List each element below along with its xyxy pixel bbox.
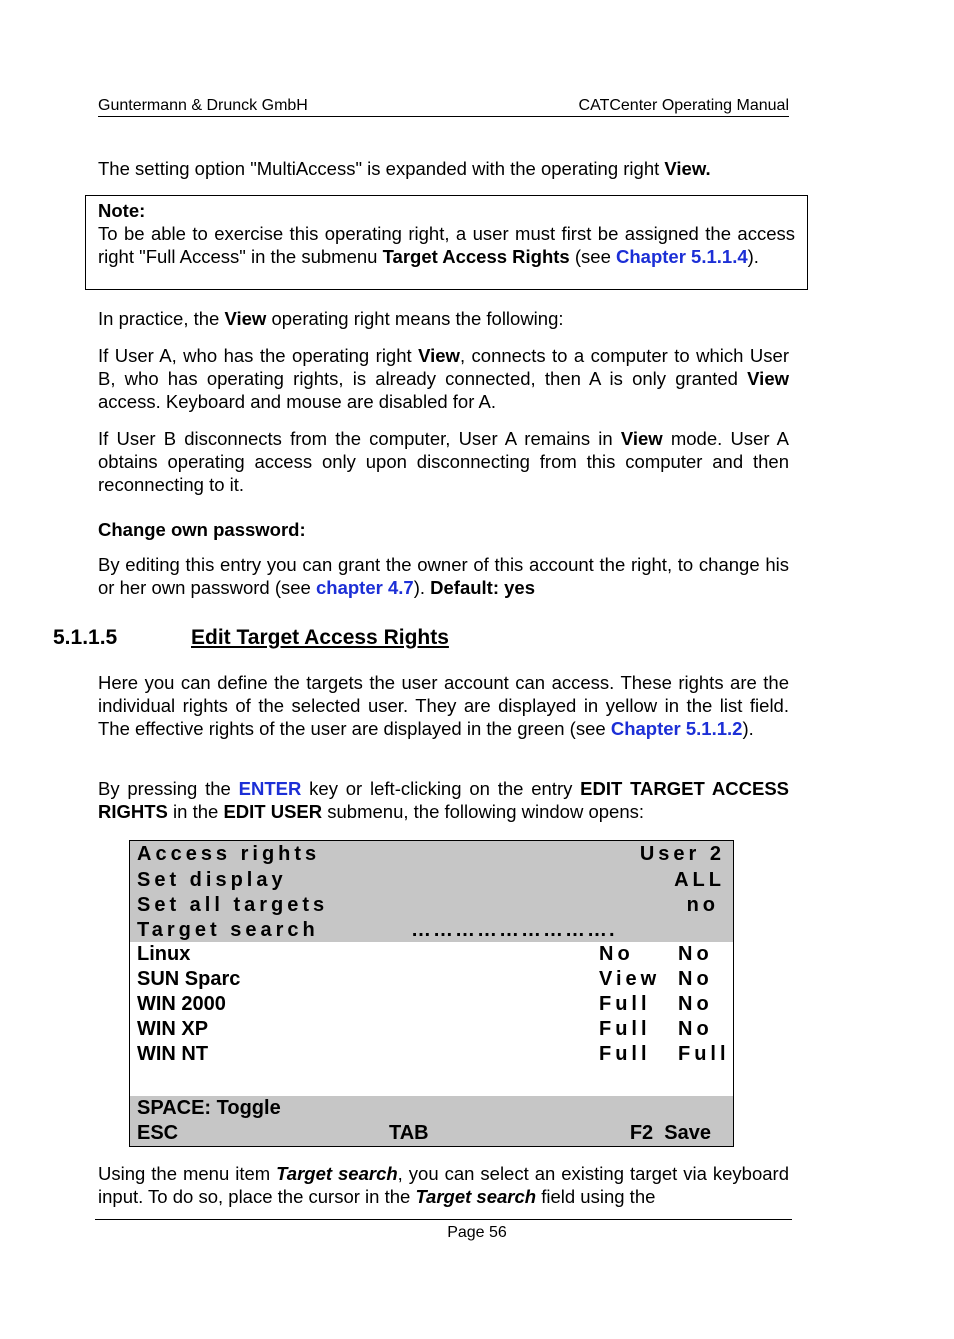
target-row-own-right[interactable]: Full <box>599 993 651 1015</box>
section-number: 5.1.1.5 <box>53 626 118 649</box>
paragraph-enter-key: By pressing the ENTER key or left-clicking on the entry EDIT TARGET ACCESS RIGHTS in the EDIT USER submenu, the following window opens: <box>98 778 789 822</box>
target-search-label: Target search <box>137 919 319 941</box>
paragraph-practice: In practice, the View operating right means the following: <box>98 308 564 329</box>
chapter-link[interactable]: Chapter 5.1.1.4 <box>616 246 748 267</box>
note-text: To be able to exercise this operating right, a user must first be assigned the access right "Full Access" in the submenu Target Access Rights (see Chapter 5.1.1.4). <box>98 223 795 267</box>
chapter-link[interactable]: Chapter 5.1.1.2 <box>610 718 743 739</box>
space-toggle-hint: SPACE: Toggle <box>137 1097 281 1119</box>
target-row-name[interactable]: WIN NT <box>137 1043 209 1065</box>
window-title: Access rights <box>137 843 321 865</box>
target-search-field[interactable]: ………………………. <box>411 919 617 941</box>
chapter-link[interactable]: chapter 4.7 <box>316 577 414 598</box>
target-row-effective-right: No <box>678 1018 713 1040</box>
header-company: Guntermann & Drunck GmbH <box>98 97 308 114</box>
change-password-paragraph: By editing this entry you can grant the owner of this account the right, to change his or her own password (see chapter 4.7). Default: yes <box>98 554 789 598</box>
target-row-effective-right: No <box>678 943 713 965</box>
target-row-own-right[interactable]: View <box>599 968 661 990</box>
note-box <box>85 195 808 290</box>
note-title: Note: <box>98 200 146 221</box>
paragraph-target-search: Using the menu item Target search, you can select an existing target via keyboard input. To do so, place the cursor in the Target search field using the <box>98 1163 789 1207</box>
window-user: User 2 <box>639 843 725 865</box>
target-row-name[interactable]: SUN Sparc <box>137 968 241 990</box>
tab-key-hint[interactable]: TAB <box>389 1122 429 1144</box>
target-row-name[interactable]: WIN 2000 <box>137 993 226 1015</box>
set-display-value[interactable]: ALL <box>674 869 725 891</box>
page-header <box>98 96 789 117</box>
esc-key-hint[interactable]: ESC <box>137 1122 179 1144</box>
target-row-name[interactable]: Linux <box>137 943 191 965</box>
paragraph-user-a: If User A, who has the operating right View, connects to a computer to which User B, who has operating rights, is already connected, then A is only granted View access. Keyboard and mouse are disabled for A. <box>98 345 789 412</box>
paragraph-user-b: If User B disconnects from the computer, User A remains in View mode. User A obtains operating access only upon disconnecting from this computer and then reconnecting to it. <box>98 428 790 495</box>
target-row-own-right[interactable]: Full <box>599 1043 651 1065</box>
target-row-effective-right: No <box>678 968 713 990</box>
section-title: Edit Target Access Rights <box>191 626 449 649</box>
set-all-targets-value[interactable]: no <box>686 894 719 916</box>
access-rights-window <box>129 840 734 1147</box>
change-password-heading: Change own password: <box>98 519 306 540</box>
intro-paragraph: The setting option "MultiAccess" is expanded with the operating right View. <box>98 158 711 179</box>
set-display-label: Set display <box>137 869 287 891</box>
enter-key-label: ENTER <box>238 778 302 799</box>
target-row-effective-right: No <box>678 993 713 1015</box>
footer-rule <box>95 1219 792 1220</box>
target-row-effective-right: Full <box>678 1043 730 1065</box>
target-row-own-right[interactable]: No <box>599 943 634 965</box>
page-number: Page 56 <box>447 1224 507 1241</box>
set-all-targets-label: Set all targets <box>137 894 329 916</box>
f2-save-hint[interactable]: F2 Save <box>629 1122 711 1144</box>
target-row-own-right[interactable]: Full <box>599 1018 651 1040</box>
paragraph-define-targets: Here you can define the targets the user account can access. These rights are the individual rights of the selected user. They are displayed in yellow in the list field. The effective rights of the user are displayed in the green (see Chapter 5.1.1.2). <box>98 672 789 739</box>
target-row-name[interactable]: WIN XP <box>137 1018 209 1040</box>
header-manual-title: CATCenter Operating Manual <box>578 97 789 114</box>
